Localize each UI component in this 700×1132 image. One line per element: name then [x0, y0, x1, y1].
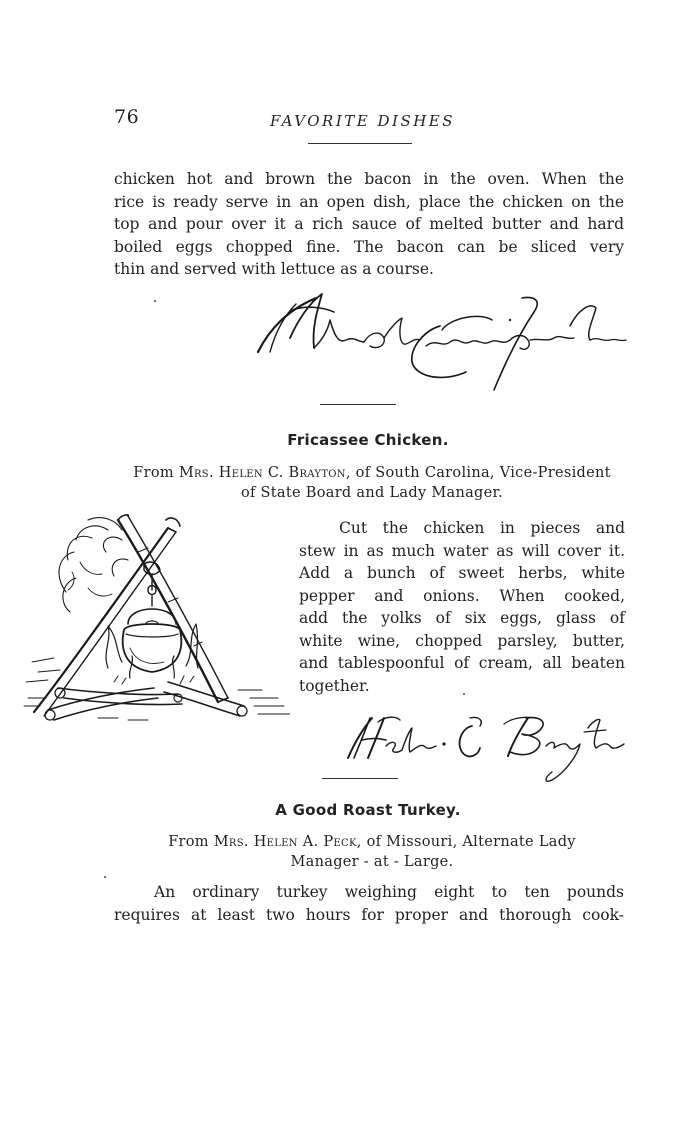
text-line: top and pour over it a rich sauce of melted butter and hard [114, 215, 624, 233]
text-line: white wine, chopped parsley, butter, [299, 631, 625, 650]
signature-helen-c-brayton [340, 708, 630, 788]
running-title: FAVORITE DISHES [270, 112, 456, 130]
text-line: thin and served with lettuce as a course. [114, 260, 434, 278]
section-rule [322, 778, 398, 779]
carryover-paragraph [114, 168, 624, 281]
contributor-name: Mrs. Helen A. Peck, [213, 834, 362, 850]
text-line: together. [299, 676, 370, 695]
signature-florida-cunningham [230, 290, 630, 400]
speck [154, 300, 156, 302]
text-line: Add a bunch of sweet herbs, white [299, 564, 625, 582]
attribution-line: Manager - at - Large. [290, 854, 454, 870]
campfire-kettle-illustration [18, 512, 290, 724]
recipe-body [299, 517, 625, 697]
attribution-line: From Mrs. Helen A. Peck, of Missouri, Alternate Lady [168, 834, 576, 850]
recipe-title: A Good Roast Turkey. [275, 801, 461, 819]
recipe-attribution [114, 463, 630, 503]
text-line: rice is ready serve in an open dish, place the chicken on the [114, 192, 624, 211]
speck [463, 693, 465, 695]
header-rule [308, 143, 412, 144]
attribution-line: From Mrs. Helen C. Brayton, of South Carolina, Vice-President [133, 465, 611, 481]
page-number: 76 [114, 106, 140, 128]
attribution-line: of State Board and Lady Manager. [240, 485, 504, 501]
recipe-body [114, 881, 624, 926]
text-line: stew in as much water as will cover it. [299, 541, 625, 560]
recipe-title: Fricassee Chicken. [287, 431, 449, 449]
text-line: chicken hot and brown the bacon in the oven. When the [114, 170, 624, 188]
text-line: An ordinary turkey weighing eight to ten pounds [154, 883, 624, 901]
text-line: pepper and onions. When cooked, [299, 586, 625, 605]
text-line: boiled eggs chopped fine. The bacon can be sliced very [114, 237, 624, 256]
speck [104, 876, 106, 878]
text-line: requires at least two hours for proper and thorough cook- [114, 905, 624, 924]
text-line: add the yolks of six eggs, glass of [299, 609, 625, 627]
contributor-name: Mrs. Helen C. Brayton, [178, 465, 351, 481]
section-rule [320, 404, 396, 405]
text-line: Cut the chicken in pieces and [339, 519, 625, 537]
recipe-attribution [114, 832, 630, 872]
text-line: and tablespoonful of cream, all beaten [299, 654, 625, 672]
